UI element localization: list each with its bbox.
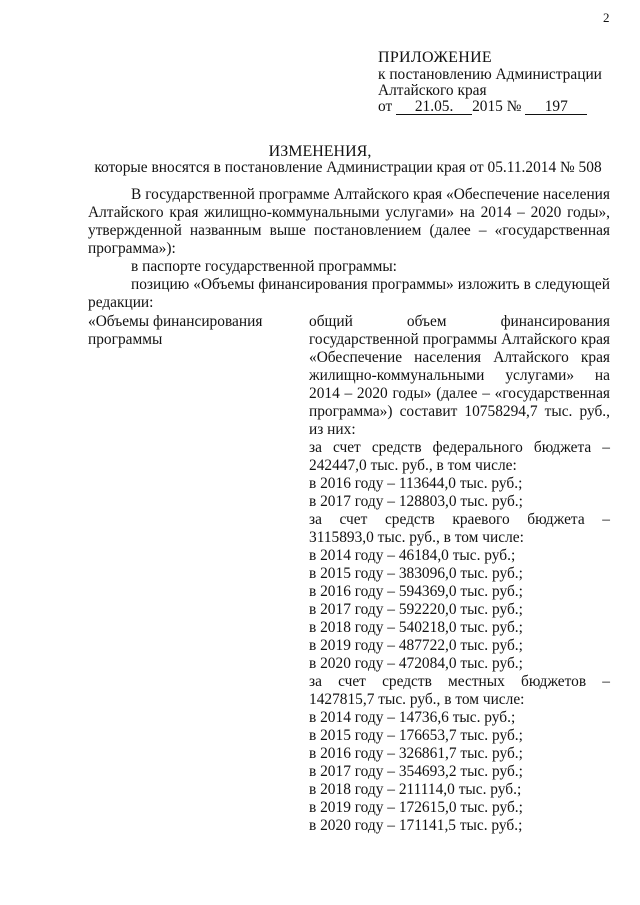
local-year-item: в 2015 году – 176653,7 тыс. руб.;	[309, 727, 523, 744]
appendix-date-line	[378, 99, 618, 115]
federal-word: средств	[371, 439, 422, 456]
date-prefix: от	[378, 98, 393, 115]
financing-label	[88, 313, 278, 349]
page-number: 2	[603, 10, 610, 25]
document-heading: ИЗМЕНЕНИЯ,	[268, 143, 372, 160]
local-year-item: в 2017 году – 354693,2 тыс. руб.;	[309, 763, 523, 780]
local-year-item: в 2014 году – 14736,6 тыс. руб.;	[309, 709, 516, 726]
regional-year-item: в 2015 году – 383096,0 тыс. руб.;	[309, 565, 523, 582]
regional-word: за	[309, 511, 322, 528]
local-budget-header	[309, 673, 610, 691]
regional-year-item: в 2017 году – 592220,0 тыс. руб.;	[309, 601, 523, 618]
paragraph-position: позицию «Объемы финансирования программы» изложить в следующей редакции:	[88, 276, 610, 311]
local-word: средств	[382, 673, 432, 690]
federal-word: за	[309, 439, 322, 456]
local-word: бюджетов	[520, 673, 587, 690]
regional-word: краевого	[452, 511, 510, 528]
paragraph-passport: в паспорте государственной программы:	[131, 258, 397, 275]
financing-total-text: общий объем финансирования государственной программы Алтайского края «Обеспечение населения Алтайского края жилищно-коммунальными услугами» на 2014 – 2020 годы» (далее – «государственная программа») составит 10758294,7 тыс. руб., из них:	[309, 313, 610, 438]
federal-word: бюджета	[533, 439, 592, 456]
financing-details	[309, 313, 610, 835]
federal-years	[309, 475, 610, 511]
local-word: счет	[338, 673, 366, 690]
body-text	[88, 186, 610, 312]
regional-word: –	[602, 511, 610, 528]
local-word: –	[602, 673, 610, 690]
local-word: за	[309, 673, 322, 690]
number-sign: №	[506, 98, 522, 115]
regional-year-item: в 2014 году – 46184,0 тыс. руб.;	[309, 547, 516, 564]
regional-year-item: в 2019 году – 487722,0 тыс. руб.;	[309, 637, 523, 654]
document-number: 197	[525, 100, 587, 115]
federal-year-item: в 2016 году – 113644,0 тыс. руб.;	[309, 475, 523, 492]
local-years	[309, 709, 610, 835]
date-day: 21.05.	[396, 100, 472, 115]
local-year-item: в 2016 году – 326861,7 тыс. руб.;	[309, 745, 523, 762]
local-year-item: в 2018 году – 211114,0 тыс. руб.;	[309, 781, 522, 798]
regional-year-item: в 2020 году – 472084,0 тыс. руб.;	[309, 655, 523, 672]
regional-word: средств	[384, 511, 435, 528]
appendix-line-1: к постановлению Администрации	[378, 66, 602, 83]
local-word: местных	[448, 673, 505, 690]
financing-label-line-1: «Объемы финансирования	[88, 313, 263, 330]
local-year-item: в 2020 году – 171141,5 тыс. руб.;	[309, 817, 523, 834]
local-year-item: в 2019 году – 172615,0 тыс. руб.;	[309, 799, 523, 816]
financing-label-line-2: программы	[88, 331, 163, 348]
regional-budget-total: 3115893,0 тыс. руб., в том числе:	[309, 529, 524, 546]
paragraph-intro: В государственной программе Алтайского края «Обеспечение населения Алтайского края жилищно-коммунальными услугами» на 2014 – 2020 годы», утвержденной названным выше постановлением (далее – «государственная программа»):	[88, 186, 610, 257]
federal-word: федерального	[432, 439, 523, 456]
regional-year-item: в 2016 году – 594369,0 тыс. руб.;	[309, 583, 523, 600]
federal-budget-total: 242447,0 тыс. руб., в том числе:	[309, 457, 517, 474]
date-year: 2015	[472, 98, 503, 115]
local-budget-total: 1427815,7 тыс. руб., в том числе:	[309, 691, 525, 708]
federal-word: –	[602, 439, 610, 456]
regional-years	[309, 547, 610, 673]
regional-year-item: в 2018 году – 540218,0 тыс. руб.;	[309, 619, 523, 636]
federal-year-item: в 2017 году – 128803,0 тыс. руб.;	[309, 493, 523, 510]
document-subheading: которые вносятся в постановление Администрации края от 05.11.2014 № 508	[94, 159, 602, 176]
federal-word: счет	[332, 439, 361, 456]
regional-word: бюджета	[527, 511, 585, 528]
appendix-block	[378, 49, 618, 115]
appendix-line-2: Алтайского края	[378, 82, 487, 99]
appendix-title: ПРИЛОЖЕНИЕ	[378, 49, 493, 66]
federal-budget-header	[309, 439, 610, 457]
regional-word: счет	[339, 511, 368, 528]
regional-budget-header	[309, 511, 610, 529]
